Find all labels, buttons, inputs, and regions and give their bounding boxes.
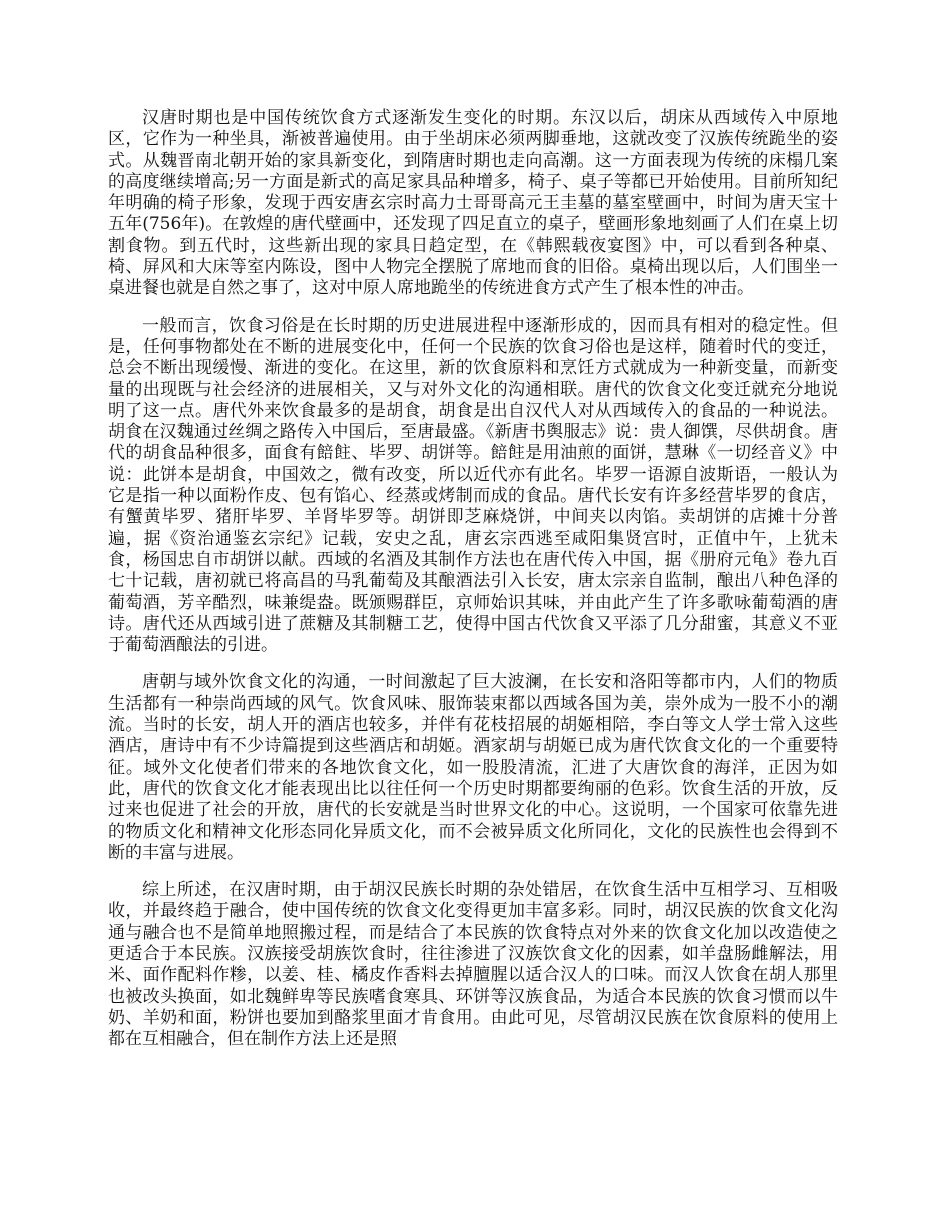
- paragraph-1: 汉唐时期也是中国传统饮食方式逐渐发生变化的时期。东汉以后，胡床从西域传入中原地区，它作为一种坐具，渐被普遍使用。由于坐胡床必须两脚垂地，这就改变了汉族传统跪坐的姿式。从魏晋南北朝开始的家具新变化，到隋唐时期也走向高潮。这一方面表现为传统的床榻几案的高度继续增高;另一方面是新式的高足家具品种增多，椅子、桌子等都已开始使用。目前所知纪年明确的椅子形象，发现于西安唐玄宗时高力士哥哥高元王圭墓的墓室壁画中，时间为唐天宝十五年(756年)。在敦煌的唐代壁画中，还发现了四足直立的桌子，壁画形象地刻画了人们在桌上切割食物。到五代时，这些新出现的家具日趋定型，在《韩熙载夜宴图》中，可以看到各种桌、椅、屏风和大床等室内陈设，图中人物完全摆脱了席地而食的旧俗。桌椅出现以后，人们围坐一桌进餐也就是自然之事了，这对中原人席地跪坐的传统进食方式产生了根本性的冲击。: [108, 108, 838, 299]
- paragraph-2: 一般而言，饮食习俗是在长时期的历史进展进程中逐渐形成的，因而具有相对的稳定性。但是，任何事物都处在不断的进展变化中，任何一个民族的饮食习俗也是这样，随着时代的变迁，总会不断出现缓慢、渐进的变化。在这里，新的饮食原料和烹饪方式就成为一种新变量，而新变量的出现既与社会经济的进展相关，又与对外文化的沟通相联。唐代的饮食文化变迁就充分地说明了这一点。唐代外来饮食最多的是胡食，胡食是出自汉代人对从西域传入的食品的一种说法。胡食在汉魏通过丝绸之路传入中国后，至唐最盛。《新唐书舆服志》说：贵人御馔，尽供胡食。唐代的胡食品种很多，面食有餢飳、毕罗、胡饼等。餢飳是用油煎的面饼，慧琳《一切经音义》中说：此饼本是胡食，中国效之，微有改变，所以近代亦有此名。毕罗一语源自波斯语，一般认为它是指一种以面粉作皮、包有馅心、经蒸或烤制而成的食品。唐代长安有许多经营毕罗的食店，有蟹黄毕罗、猪肝毕罗、羊肾毕罗等。胡饼即芝麻烧饼，中间夹以肉馅。卖胡饼的店摊十分普遍，据《资治通鉴玄宗纪》记载，安史之乱，唐玄宗西逃至咸阳集贤宫时，正值中午，上犹未食，杨国忠自市胡饼以献。西域的名酒及其制作方法也在唐代传入中国，据《册府元龟》卷九百七十记载，唐初就已将高昌的马乳葡萄及其酿酒法引入长安，唐太宗亲自监制，酿出八种色泽的葡萄酒，芳辛酷烈，味兼缇盎。既颁赐群臣，京师始识其味，并由此产生了许多歌咏葡萄酒的唐诗。唐代还从西域引进了蔗糖及其制糖工艺，使得中国古代饮食又平添了几分甜蜜，其意义不亚于葡萄酒酿法的引进。: [108, 315, 838, 656]
- document-page: [108, 108, 838, 1066]
- paragraph-3: 唐朝与域外饮食文化的沟通，一时间激起了巨大波澜，在长安和洛阳等都市内，人们的物质生活都有一种崇尚西域的风气。饮食风味、服饰装束都以西域各国为美，崇外成为一股不小的潮流。当时的长安，胡人开的酒店也较多，并伴有花枝招展的胡姬相陪，李白等文人学士常入这些酒店，唐诗中有不少诗篇提到这些酒店和胡姬。酒家胡与胡姬已成为唐代饮食文化的一个重要特征。域外文化使者们带来的各地饮食文化，如一股股清流，汇进了大唐饮食的海洋，正因为如此，唐代的饮食文化才能表现出比以往任何一个历史时期都要绚丽的色彩。饮食生活的开放，反过来也促进了社会的开放，唐代的长安就是当时世界文化的中心。这说明，一个国家可依靠先进的物质文化和精神文化形态同化异质文化，而不会被异质文化所同化，文化的民族性也会得到不断的丰富与进展。: [108, 672, 838, 863]
- paragraph-4: 综上所述，在汉唐时期，由于胡汉民族长时期的杂处错居，在饮食生活中互相学习、互相吸收，并最终趋于融合，使中国传统的饮食文化变得更加丰富多彩。同时，胡汉民族的饮食文化沟通与融合也不是简单地照搬过程，而是结合了本民族的饮食特点对外来的饮食文化加以改造使之更适合于本民族。汉族接受胡族饮食时，往往渗进了汉族饮食文化的因素，如羊盘肠雌解法，用米、面作配料作糁，以姜、桂、橘皮作香料去掉膻腥以适合汉人的口味。而汉人饮食在胡人那里也被改头换面，如北魏鲜卑等民族嗜食寒具、环饼等汉族食品，为适合本民族的饮食习惯而以牛奶、羊奶和面，粉饼也要加到酪浆里面才肯食用。由此可见，尽管胡汉民族在饮食原料的使用上都在互相融合，但在制作方法上还是照: [108, 880, 838, 1050]
